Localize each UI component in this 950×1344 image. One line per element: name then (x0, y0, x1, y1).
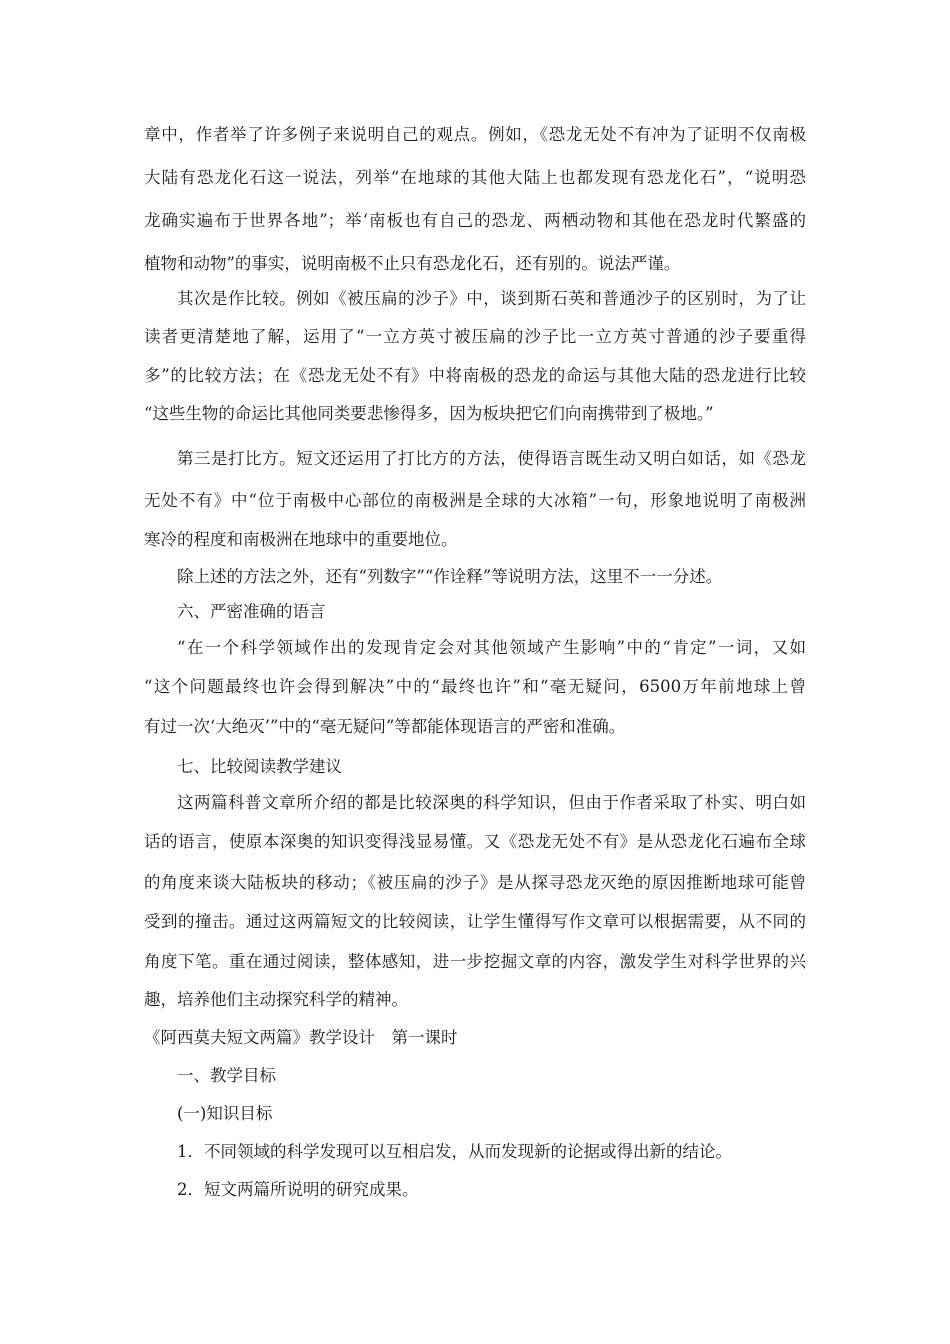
text-line: 的角度来谈大陆板块的移动；《被压扁的沙子》是从探寻恐龙灭绝的原因推断地球可能曾 (144, 873, 806, 892)
text-line: 话的语言，使原本深奥的知识变得浅显易懂。又《恐龙无处不有》是从恐龙化石遍布全球 (144, 832, 806, 851)
text-line: 无处不有》中“位于南极中心部位的南极洲是全球的大冰箱”一句，形象地说明了南极洲 (144, 491, 806, 510)
text-line: 除上述的方法之外，还有“列数字”“作诠释”等说明方法，这里不一一分述。 (177, 567, 723, 586)
text-line: 其次是作比较。例如《被压扁的沙子》中，谈到斯石英和普通沙子的区别时，为了让 (177, 289, 806, 308)
text-line: 植物和动物”的事实，说明南极不止只有恐龙化石，还有别的。说法严谨。 (144, 254, 681, 273)
text-line: 有过一次‘大绝灭’”中的“毫无疑问”等都能体现语言的严密和准确。 (144, 717, 626, 736)
text-line: 寒冷的程度和南极洲在地球中的重要地位。 (144, 530, 458, 549)
text-line: 这两篇科普文章所介绍的都是比较深奥的科学知识，但由于作者采取了朴实、明白如 (177, 793, 806, 812)
list-item: 1．不同领域的科学发现可以互相启发，从而发现新的论据或得出新的结论。 (177, 1142, 732, 1161)
text-line: “在一个科学领域作出的发现肯定会对其他领域产生影响”中的“肯定”一词，又如 (177, 638, 806, 657)
section-heading: 六、严密准确的语言 (177, 602, 326, 621)
section-heading: 七、比较阅读教学建议 (177, 757, 342, 776)
text-line: 大陆有恐龙化石这一说法，列举“在地球的其他大陆上也都发现有恐龙化石”，“说明恐 (144, 168, 806, 187)
subsection-heading: (一)知识目标 (177, 1104, 273, 1123)
list-item: 2．短文两篇所说明的研究成果。 (177, 1180, 419, 1199)
text-line: 章中，作者举了许多例子来说明自己的观点。例如，《恐龙无处不有冲为了证明不仅南极 (144, 125, 806, 144)
text-line: 第三是打比方。短文还运用了打比方的方法，使得语言既生动又明白如话，如《恐龙 (177, 449, 806, 468)
text-line: “这个问题最终也许会得到解决”中的“最终也许”和“毫无疑问，6500万年前地球上曾 (144, 677, 806, 696)
section-heading: 一、教学目标 (177, 1066, 276, 1085)
text-line: “这些生物的命运比其他同类要悲惨得多，因为板块把它们向南携带到了极地。” (144, 404, 714, 423)
text-line: 角度下笔。重在通过阅读，整体感知，进一步挖掘文章的内容，激发学生对科学世界的兴 (144, 952, 806, 971)
document-title: 《阿西莫夫短文两篇》教学设计 第一课时 (144, 1028, 458, 1047)
text-line: 受到的撞击。通过这两篇短文的比较阅读，让学生懂得写作文章可以根据需要，从不同的 (144, 912, 806, 931)
text-line: 多”的比较方法；在《恐龙无处不有》中将南极的恐龙的命运与其他大陆的恐龙进行比较 (144, 366, 806, 385)
text-line: 龙确实遍布于世界各地”；举‘南板也有自己的恐龙、两栖动物和其他在恐龙时代繁盛的 (144, 211, 806, 230)
text-line: 趣，培养他们主动探究科学的精神。 (144, 990, 408, 1009)
text-line: 读者更清楚地了解，运用了“一立方英寸被压扁的沙子比一立方英寸普通的沙子要重得 (144, 327, 806, 346)
